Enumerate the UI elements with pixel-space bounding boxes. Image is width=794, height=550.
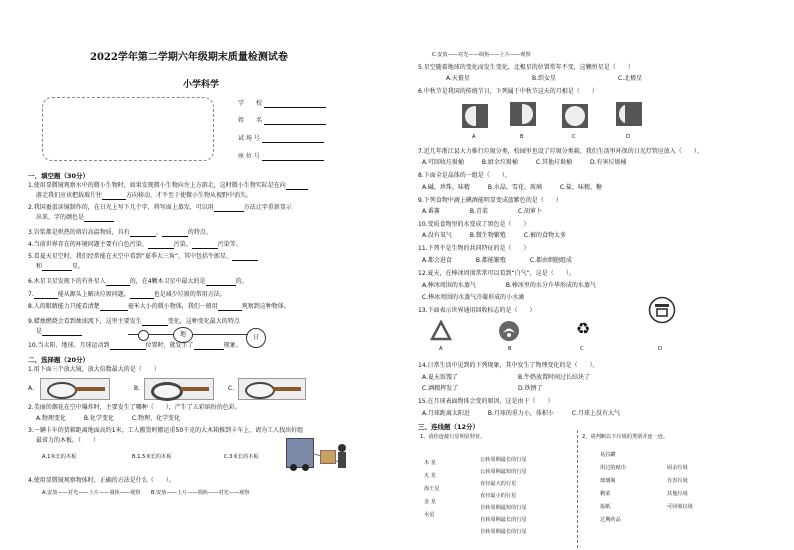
- bin-hazardous[interactable]: 有害垃圾: [667, 478, 688, 484]
- field-name[interactable]: 姓 名: [238, 117, 326, 125]
- r5: 5.星空随着地球的变化而发生变化，北极星的位置常年不变，这颗恒星是（ ）: [418, 64, 634, 71]
- q8: 8.人的眼睛能力只能看清楚 毫米大小的微小物体，我们一般用 观察到这种物体。: [28, 303, 290, 310]
- recycle-symbol-d: [648, 296, 676, 324]
- c3-line1: 3.一辆卡车的货箱距离地面高约1米，工人搬货时搬运重50千克的大木箱推到卡车上，请为工人找出好组: [28, 427, 304, 434]
- r14: 14.日常生活中见到的下列现象，其中发生了物理变化的是（ ）。: [418, 362, 599, 369]
- r12-option-c: C.棒冰周围的水蒸气冷凝形成的小水滴: [422, 294, 525, 301]
- magnifier-image-b: [144, 378, 214, 400]
- moon-label-c: C: [572, 134, 576, 140]
- q9-line2: 是: [36, 328, 82, 336]
- c1-opt-a: A.: [28, 385, 34, 392]
- trait-6[interactable]: 自转周期最长的行星: [480, 517, 527, 523]
- garbage-can[interactable]: 易拉罐: [600, 452, 616, 458]
- r6: 6.中秋节是我国的传统节日，下列属于中秋节这天的月相是（ ）: [418, 88, 598, 95]
- r13: 13.下面表示世界通用回收标志的是（ ）: [418, 307, 536, 314]
- recycle-label-d: D: [658, 346, 662, 352]
- r12-options-ab: A.棒冰周围的水蒸气 B.棒冰里的水分升华形成的水蒸气: [422, 282, 596, 289]
- c3-opt-b: B.1.5米长的木板: [132, 454, 172, 460]
- q3: 3.岩浆都是炽热的熔岩高温物质，具有 、 的特点。: [28, 229, 212, 236]
- r14-opt-c: C.酒精挥发了: [422, 385, 459, 392]
- q6: 6.木星卫星发现下的有外星人 的，在4颗木卫星中最大的是 的。: [28, 278, 248, 285]
- r14-opt-b: B.牛奶放置时间过长结块了: [518, 374, 591, 381]
- r9: 9.下列食物中滴上碘酒能明显变成蓝紫色的是（ ）: [418, 197, 562, 204]
- c1: 1.用下面三个放大镜，放大倍数最大的是（ ）: [28, 366, 160, 373]
- bin-kitchen[interactable]: 厨余垃圾: [667, 465, 688, 471]
- r10: 10.变质食物里的水变成了黑色是（ ）: [418, 221, 530, 228]
- exam-subtitle: 小学科学: [183, 80, 220, 90]
- sun-circle: 日: [246, 328, 266, 348]
- planet-jupiter[interactable]: 木 星: [424, 460, 437, 466]
- r14-opt-d: D.铁锈了: [518, 385, 543, 392]
- garbage-expired-medicine[interactable]: 过期药品: [600, 517, 621, 523]
- r9-options: A.番薯 B.青菜 C.胡萝卜: [422, 208, 543, 215]
- truck-illustration: [286, 434, 362, 474]
- recycle-symbol-b: [498, 320, 520, 342]
- moon-phase-b: [510, 102, 536, 126]
- r7: 7.近几年浙江县大力推行垃圾分类，校园里也设了垃圾分类箱，我们生活里环保的日光灯管应放入（ ）。: [418, 148, 703, 155]
- moon-phase-c: [562, 104, 588, 128]
- q9: 9.蜡烛燃烧会看到烛油流下，这里主要发生 变化，这种变化最大的特点: [28, 318, 240, 325]
- q5-line1: 5.看夏天星空时，我们经常能在天空中看到“夏季大三角”，其中包括牛郎星、: [28, 253, 258, 261]
- r14-opt-a: A.夏天饭馊了: [422, 374, 458, 381]
- r10-options: A.没有氧气 B.微生物繁殖 C.被的食物太多: [422, 232, 567, 239]
- c3-line2: 最省力的木板。（ ）: [36, 437, 100, 444]
- q2-line2: 出来，字的颜色是: [36, 214, 114, 222]
- garbage-leftovers[interactable]: 剩菜: [600, 491, 611, 497]
- moon-label-b: B: [520, 134, 524, 140]
- trait-7[interactable]: 自转周期最长的行星: [480, 529, 527, 535]
- r12: 12.夏天，在棒冰周围常常可以看到“白气”，这是（ ）。: [418, 270, 575, 277]
- planet-venus[interactable]: 金 星: [424, 499, 437, 505]
- r-c4-opt-c: C.安放——对光——调焦——上片——观察: [432, 52, 531, 58]
- trait-1[interactable]: 公转周期最长的行星: [480, 457, 527, 463]
- r15-options: A.月球距离太阳近 B.月球的重力小，体积小 C.月球上没有大气: [422, 410, 621, 417]
- planet-neptune[interactable]: 海王星: [424, 486, 440, 492]
- recycle-symbol-a: [430, 320, 452, 342]
- q10: 10.当太阳、地球、月球运动到 位置时，就发生了 现象。: [28, 342, 242, 349]
- trait-4[interactable]: 直径最小的行星: [480, 493, 517, 499]
- c2: 2.美丽的烟花在空中爆炸时，主要发生了哪种（ ），产生了五彩缤纷的色彩。: [28, 404, 241, 411]
- bin-other[interactable]: 其他垃圾: [667, 491, 688, 497]
- q1-line1: 1.使用显微镜观察水中的微小生物时，如果发现微小生物向左上方游走，这时微小生物实际是在向: [28, 182, 308, 190]
- earth-circle: 地: [173, 327, 193, 343]
- magnifier-image-c: [238, 378, 306, 400]
- trait-5[interactable]: 自转周期最短的行星: [480, 505, 527, 511]
- moon-label-d: D: [626, 134, 630, 140]
- c3-opt-a: A.1米长的木板: [42, 454, 77, 460]
- r8-options: A.碱、珍珠、味精 B.水晶、雪花、玻璃 C.盐、味精、糖: [422, 184, 603, 191]
- r15: 15.在月球表面物体会变的原因，这是由于（ ）: [418, 398, 554, 405]
- q7: 7. 能从源头上解决垃圾问题， 也是减少垃圾的常用方法。: [28, 291, 226, 298]
- moon-label-a: A: [472, 134, 476, 140]
- c3-opt-c: C.3米长的木板: [224, 454, 259, 460]
- planet-mercury[interactable]: 水星: [424, 512, 435, 518]
- r5-opt-b: B.织女星: [532, 75, 557, 82]
- recycle-symbol-c: ♻: [575, 319, 591, 338]
- section-fill-blank: 一、填空题（30分）: [28, 172, 90, 180]
- garbage-newspaper[interactable]: 报纸: [600, 504, 611, 510]
- planet-mars[interactable]: 火 星: [424, 473, 437, 479]
- trait-3[interactable]: 直径最大的行星: [480, 481, 517, 487]
- c1-opt-c: C.: [228, 385, 235, 392]
- c4: 4.使用显微镜观察物体时，正确的方法是什么（ ）。: [28, 477, 175, 484]
- c1-opt-b: B.: [134, 385, 141, 392]
- c4-options: A.安放——对光——上片——调焦——观察 B.安放——上片——调焦——对光——观察: [42, 490, 250, 496]
- recycle-label-c: C: [580, 346, 584, 352]
- q4: 4.当前世界存在的环境问题主要有白色污染、 污染、 污染等。: [28, 241, 242, 248]
- r5-opt-a: A.天狼星: [446, 75, 470, 82]
- r8: 8.下面全是晶体的一组是（ ）。: [418, 172, 511, 179]
- matching-divider: [577, 430, 578, 548]
- r7-options: A.可回收垃圾桶 B.厨余垃圾桶 C.其他垃圾桶 D.有害垃圾桶: [422, 159, 627, 166]
- moon-circle: [138, 330, 149, 341]
- q2-line1: 2.我国蚕蛋读镜制作的，在日光上写下几个字，将写面上蒸发，可以用 方法让字重新显示: [28, 204, 292, 211]
- garbage-tissue[interactable]: 用过的纸巾: [600, 465, 626, 471]
- field-seat[interactable]: 座 位 号: [238, 153, 324, 161]
- r11-options: A.都会进食 B.都能繁殖 C.都由细胞组成: [422, 257, 573, 264]
- trait-2[interactable]: 公转周期最短的行星: [480, 469, 527, 475]
- r11: 11.下列不是生物的共同特征的是（ ）: [418, 245, 530, 252]
- m1-title: 1、请你连接行星明显特征。: [420, 434, 486, 440]
- field-school[interactable]: 学 校: [238, 100, 326, 108]
- garbage-glass[interactable]: 玻璃瓶: [600, 478, 616, 484]
- q5-line2: 和 星。: [36, 263, 85, 270]
- section-choice: 二、选择题（20分）: [28, 356, 90, 364]
- c2-options: A.物理变化 B.化学变化 C.物理、化学变化: [36, 415, 181, 422]
- q1-line2: 游走我们应该把载玻片往 方向移动，才不至于使微小生物从视野中消失。: [36, 192, 253, 199]
- recycle-label-b: B: [508, 346, 512, 352]
- moon-phase-a: [462, 104, 488, 128]
- m2-title: 2、请判断以下垃圾的类别并连一连。: [582, 434, 669, 440]
- r5-opt-c: C.北极星: [618, 75, 643, 82]
- bin-recyclable[interactable]: 可回收垃圾: [667, 504, 693, 510]
- exam-title: 2022学年第二学期六年级期末质量检测试卷: [90, 52, 288, 63]
- score-box: [42, 97, 214, 161]
- field-exam-room[interactable]: 试 场 号: [238, 135, 324, 143]
- magnifier-image-a: [40, 378, 110, 400]
- moon-phase-d: [616, 102, 642, 126]
- section-matching: 三、连线题（12分）: [418, 423, 480, 431]
- recycle-label-a: A: [439, 346, 443, 352]
